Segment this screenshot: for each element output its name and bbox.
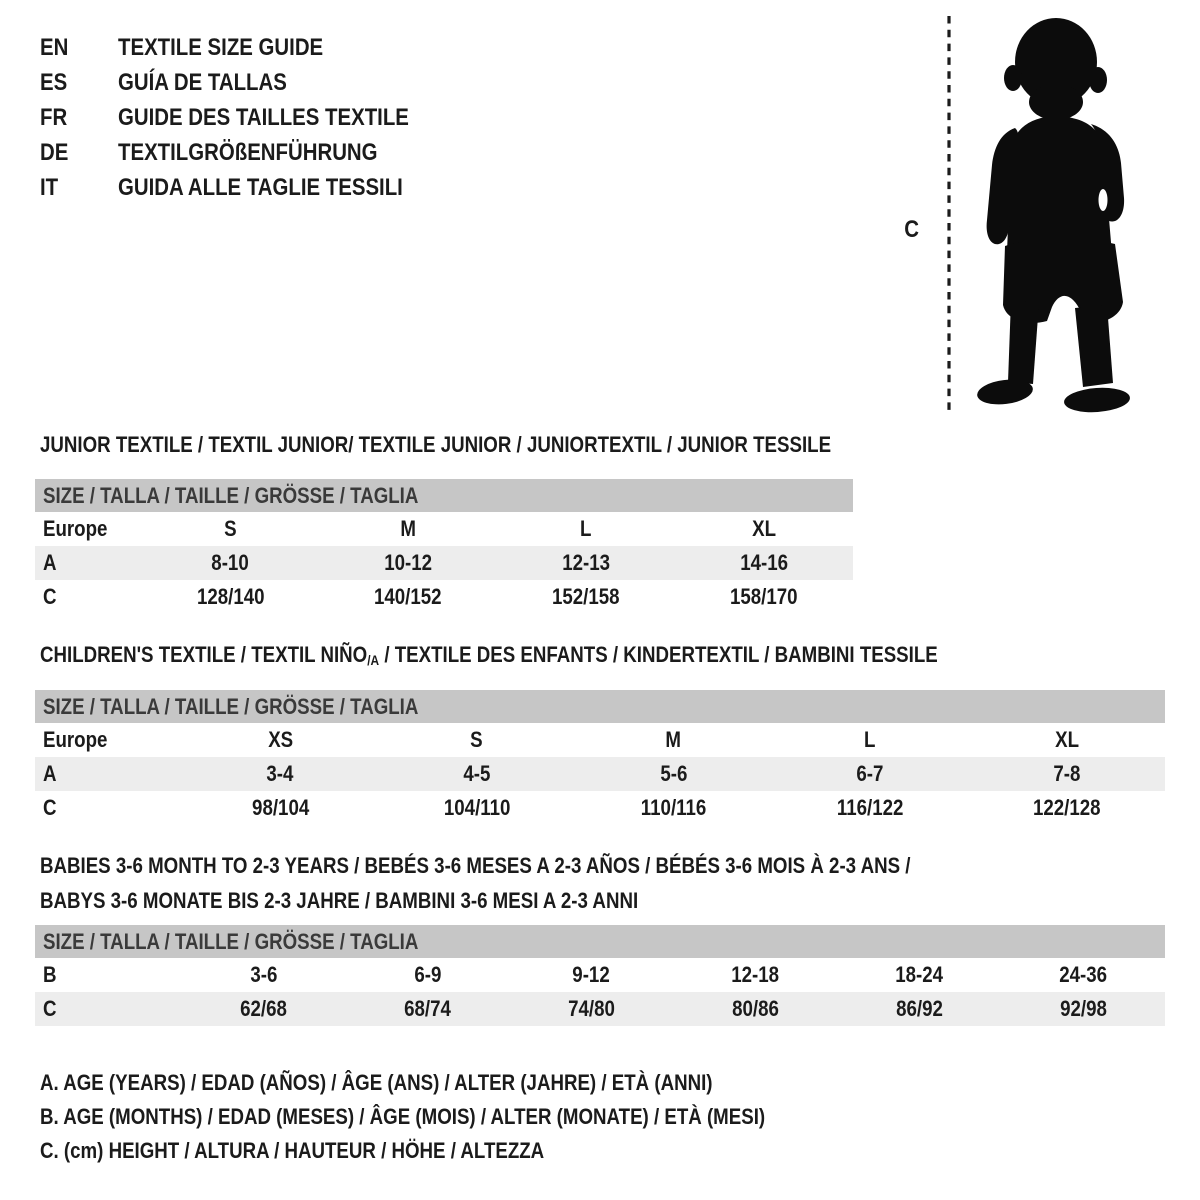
table-cell: XL <box>752 516 776 541</box>
table-cell: 18-24 <box>895 962 944 987</box>
measure-legend <box>40 1066 893 1168</box>
guide-title: GUIDA ALLE TAGLIE TESSILI <box>118 174 403 201</box>
row-label: A <box>43 761 57 786</box>
table-row-europe <box>35 512 853 546</box>
legend-line-c: C. (cm) HEIGHT / ALTURA / HAUTEUR / HÖHE / ALTEZZA <box>40 1138 545 1163</box>
table-cell: 5-6 <box>659 761 687 786</box>
table-cell: L <box>864 727 876 752</box>
table-cell: 7-8 <box>1053 761 1081 786</box>
table-cell: XS <box>267 727 293 752</box>
language-code: EN <box>40 34 69 61</box>
junior-size-table <box>35 479 853 614</box>
table-cell: 74/80 <box>568 996 615 1021</box>
table-row-b <box>35 958 1165 992</box>
table-cell: M <box>400 516 416 541</box>
table-row-europe <box>35 723 1165 757</box>
babies-section-title: BABIES 3-6 MONTH TO 2-3 YEARS / BEBÉS 3-6 MESES A 2-3 AÑOS / BÉBÉS 3-6 MOIS À 2-3 ANS / BABYS 3-6 MONATE BIS 2-3 JAHRE / BAMBINI 3-6 MESI A 2-3 ANNI <box>40 853 911 913</box>
language-code: IT <box>40 174 59 201</box>
language-row <box>40 135 460 170</box>
language-title-list <box>40 30 460 205</box>
row-label: C <box>43 795 57 820</box>
table-cell: S <box>224 516 237 541</box>
row-label: A <box>43 550 57 575</box>
row-label: C <box>43 996 57 1021</box>
table-cell: 24-36 <box>1059 962 1107 987</box>
table-cell: 6-9 <box>414 962 442 987</box>
table-cell: 104/110 <box>443 795 511 820</box>
table-cell: 12-18 <box>731 962 780 987</box>
table-cell: 122/128 <box>1032 795 1101 820</box>
table-cell: L <box>580 516 592 541</box>
row-label: B <box>43 962 57 987</box>
children-section-title: CHILDREN'S TEXTILE / TEXTIL $NIÑO_{/A}$ / TEXTILE DES ENFANTS / KINDERTEXTIL / BAMBINI TESSILE <box>40 642 938 668</box>
table-cell: 14-16 <box>740 550 788 575</box>
table-cell: 9-12 <box>572 962 611 987</box>
table-cell: 3-4 <box>266 761 294 786</box>
table-cell: 10-12 <box>384 550 433 575</box>
table-cell: 80/86 <box>731 996 779 1021</box>
nino-a-subscript: /A <box>367 652 380 668</box>
language-code: ES <box>40 69 68 96</box>
size-table-header: SIZE / TALLA / TAILLE / GRÖSSE / TAGLIA <box>35 479 853 512</box>
toddler-silhouette-icon <box>963 16 1140 416</box>
table-cell: 3-6 <box>250 962 278 987</box>
row-label: Europe <box>43 727 108 752</box>
height-measure-dashed-line <box>946 16 952 416</box>
table-cell: 158/170 <box>730 584 798 609</box>
legend-line-b: B. AGE (MONTHS) / EDAD (MESES) / ÂGE (MOIS) / ALTER (MONATE) / ETÀ (MESI) <box>40 1104 766 1129</box>
guide-title: TEXTILE SIZE GUIDE <box>118 34 324 61</box>
table-cell: 8-10 <box>211 550 249 575</box>
table-cell: 68/74 <box>404 996 452 1021</box>
table-cell: 128/140 <box>196 584 265 609</box>
language-code: FR <box>40 104 68 131</box>
table-cell: 92/98 <box>1059 996 1107 1021</box>
language-row <box>40 65 460 100</box>
language-row <box>40 170 460 205</box>
language-row <box>40 30 460 65</box>
table-cell: M <box>665 727 682 752</box>
table-cell: 62/68 <box>240 996 288 1021</box>
table-cell: 152/158 <box>552 584 620 609</box>
table-row-c <box>35 791 1165 825</box>
junior-section-title: JUNIOR TEXTILE / TEXTIL JUNIOR/ TEXTILE JUNIOR / JUNIORTEXTIL / JUNIOR TESSILE <box>40 432 832 457</box>
children-size-table <box>35 690 1165 825</box>
size-table-header: SIZE / TALLA / TAILLE / GRÖSSE / TAGLIA <box>35 690 1165 723</box>
legend-line-a: A. AGE (YEARS) / EDAD (AÑOS) / ÂGE (ANS) / ALTER (JAHRE) / ETÀ (ANNI) <box>40 1070 713 1095</box>
table-cell: 116/122 <box>836 795 904 820</box>
size-table-header: SIZE / TALLA / TAILLE / GRÖSSE / TAGLIA <box>35 925 1165 958</box>
table-row-c <box>35 992 1165 1026</box>
table-cell: 110/116 <box>640 795 707 820</box>
table-cell: 98/104 <box>251 795 309 820</box>
table-cell: 12-13 <box>562 550 611 575</box>
guide-title: GUIDE DES TAILLES TEXTILE <box>118 104 409 131</box>
table-cell: 4-5 <box>463 761 491 786</box>
row-label: Europe <box>43 516 108 541</box>
guide-title: GUÍA DE TALLAS <box>118 69 287 96</box>
table-cell: XL <box>1054 727 1079 752</box>
table-cell: 6-7 <box>856 761 884 786</box>
table-cell: S <box>470 727 484 752</box>
guide-title: TEXTILGRÖßENFÜHRUNG <box>118 139 378 166</box>
table-row-a <box>35 546 853 580</box>
language-row <box>40 100 460 135</box>
babies-size-table <box>35 925 1165 1026</box>
height-measure-label: C <box>904 216 920 243</box>
table-cell: 140/152 <box>374 584 442 609</box>
language-code: DE <box>40 139 69 166</box>
table-row-c <box>35 580 853 614</box>
row-label: C <box>43 584 57 609</box>
table-cell: 86/92 <box>895 996 943 1021</box>
table-row-a <box>35 757 1165 791</box>
